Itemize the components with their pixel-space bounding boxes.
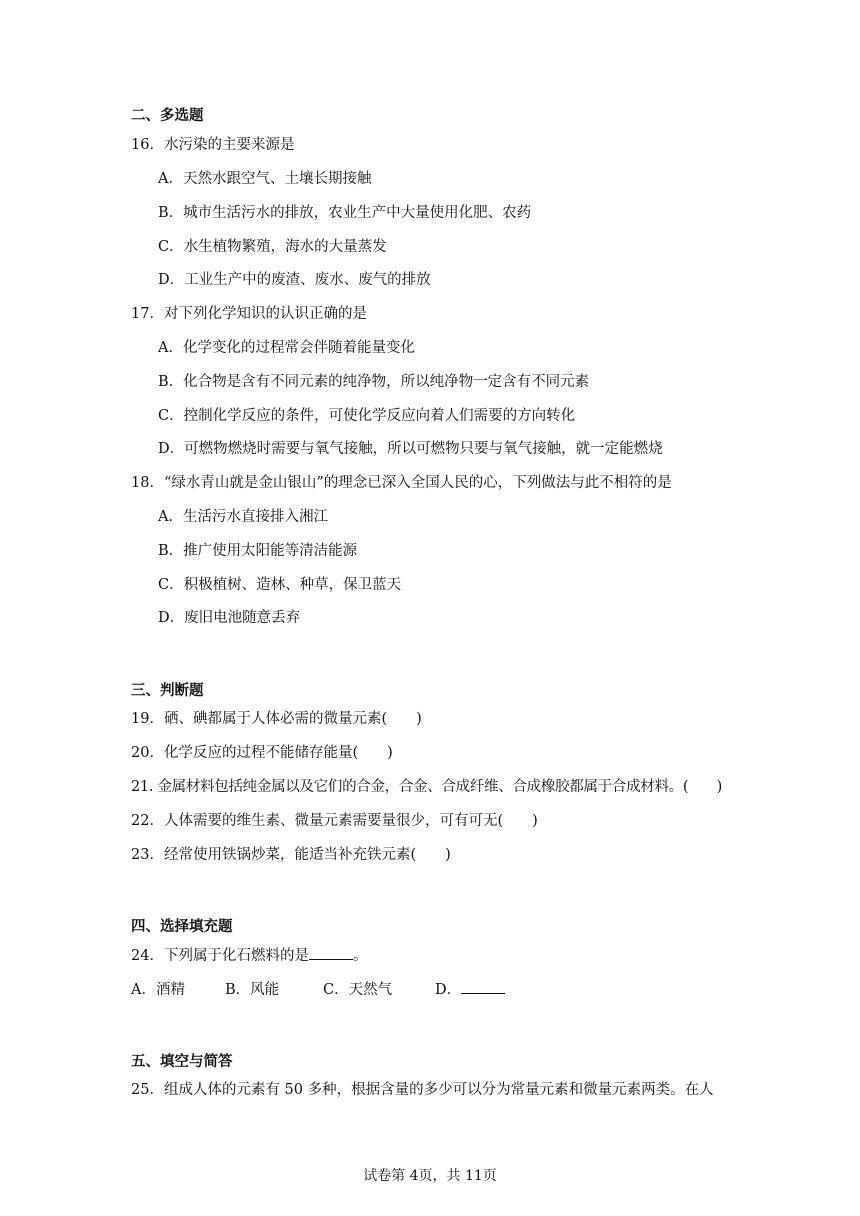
page-footer: 试卷第 4页，共 11页 xyxy=(363,1168,497,1184)
question-16-option-b: B．城市生活污水的排放，农业生产中大量使用化肥、农药 xyxy=(158,205,532,221)
question-18-option-b: B．推广使用太阳能等清洁能源 xyxy=(158,543,358,559)
question-24-option-d-label: D． xyxy=(435,982,462,998)
question-24-options xyxy=(131,979,505,1000)
question-17-option-c: C．控制化学反应的条件，可使化学反应向着人们需要的方向转化 xyxy=(158,408,576,424)
question-16-option-a: A．天然水跟空气、土壤长期接触 xyxy=(158,171,372,187)
question-20: 20．化学反应的过程不能储存能量( ) xyxy=(131,745,393,761)
question-16-option-d: D．工业生产中的废渣、废水、废气的排放 xyxy=(158,272,431,288)
question-17-option-a: A．化学变化的过程常会伴随着能量变化 xyxy=(158,340,415,356)
answer-blank[interactable] xyxy=(309,945,353,960)
question-21: 21. 金属材料包括纯金属以及它们的合金，合金、合成纤维、合成橡胶都属于合成材料。( ) xyxy=(131,779,722,795)
question-24-stem-text: 24．下列属于化石燃料的是 xyxy=(131,948,309,964)
question-16-stem: 16．水污染的主要来源是 xyxy=(131,137,295,153)
section-heading-fill-choice: 四、选择填充题 xyxy=(131,919,233,935)
question-22: 22．人体需要的维生素、微量元素需要量很少，可有可无( ) xyxy=(131,813,538,829)
question-19: 19．硒、碘都属于人体必需的微量元素( ) xyxy=(131,711,422,727)
question-24-option-c: C．天然气 xyxy=(323,982,393,998)
question-17-option-d: D．可燃物燃烧时需要与氧气接触，所以可燃物只要与氧气接触，就一定能燃烧 xyxy=(158,441,663,457)
question-24-option-d xyxy=(435,979,505,1000)
question-24-stem-end: 。 xyxy=(352,948,368,964)
question-17-option-b: B．化合物是含有不同元素的纯净物，所以纯净物一定含有不同元素 xyxy=(158,374,590,390)
question-18-option-a: A．生活污水直接排入湘江 xyxy=(158,509,328,525)
section-heading-fill-in: 五、填空与简答 xyxy=(131,1054,233,1070)
question-17-stem: 17．对下列化学知识的认识正确的是 xyxy=(131,306,367,322)
section-heading-multiple-choice: 二、多选题 xyxy=(131,108,204,124)
question-25-text: 25．组成人体的元素有 50 多种，根据含量的多少可以分为常量元素和微量元素两类。在人 xyxy=(131,1082,714,1098)
question-24-stem xyxy=(131,945,367,966)
question-24-option-a: A．酒精 xyxy=(131,982,185,998)
question-18-option-d: D．废旧电池随意丢弃 xyxy=(158,610,301,626)
section-heading-true-false: 三、判断题 xyxy=(131,683,204,699)
question-23: 23．经常使用铁锅炒菜，能适当补充铁元素( ) xyxy=(131,847,451,863)
question-24-option-b: B．风能 xyxy=(225,982,280,998)
question-16-option-c: C．水生植物繁殖，海水的大量蒸发 xyxy=(158,239,387,255)
option-d-blank[interactable] xyxy=(461,979,505,994)
question-18-stem: 18．“绿水青山就是金山银山”的理念已深入全国人民的心，下列做法与此不相符的是 xyxy=(131,475,672,491)
question-18-option-c: C．积极植树、造林、种草，保卫蓝天 xyxy=(158,577,402,593)
